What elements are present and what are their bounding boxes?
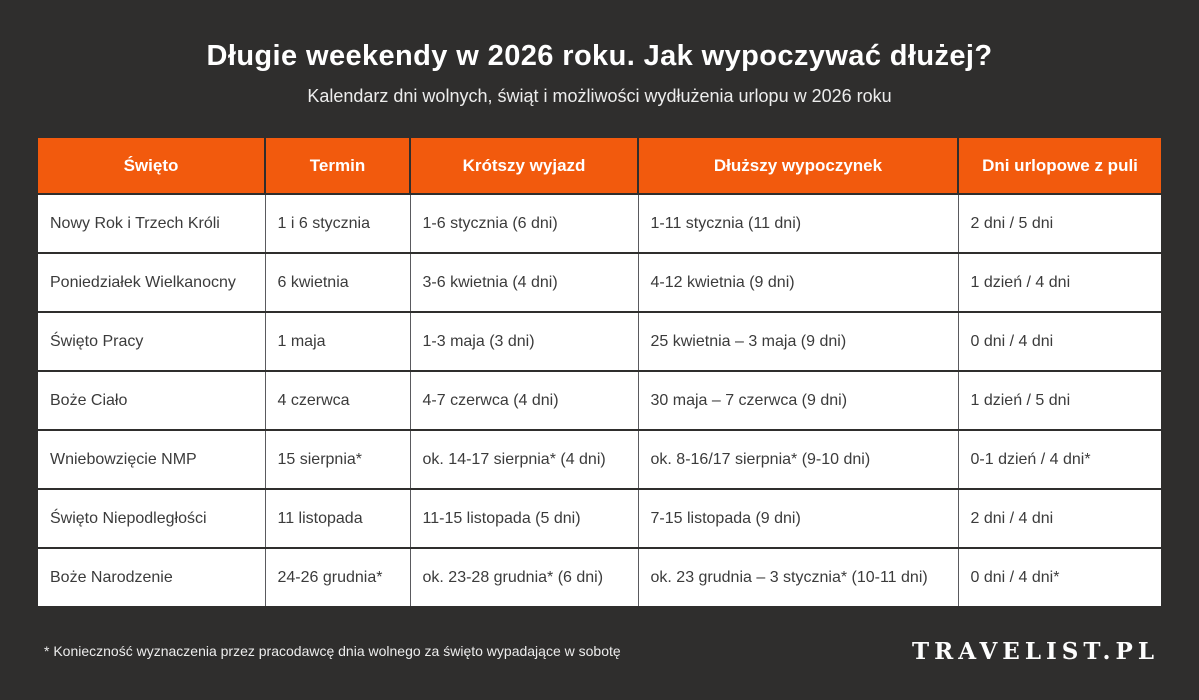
table-cell: 1 i 6 stycznia	[265, 194, 410, 253]
table-cell: 0 dni / 4 dni*	[958, 548, 1161, 606]
table-cell: 4 czerwca	[265, 371, 410, 430]
table-cell: Nowy Rok i Trzech Króli	[38, 194, 265, 253]
column-header: Termin	[265, 138, 410, 194]
table-cell: 1-11 stycznia (11 dni)	[638, 194, 958, 253]
table-cell: 1 maja	[265, 312, 410, 371]
table-row	[38, 489, 1161, 548]
table-cell: Poniedziałek Wielkanocny	[38, 253, 265, 312]
column-header: Dni urlopowe z puli	[958, 138, 1161, 194]
table-row	[38, 312, 1161, 371]
travelist-logo: TRAVELIST.PL	[912, 638, 1159, 665]
table-cell: 0-1 dzień / 4 dni*	[958, 430, 1161, 489]
table-header-row	[38, 138, 1161, 194]
table-cell: 0 dni / 4 dni	[958, 312, 1161, 371]
table-cell: 11-15 listopada (5 dni)	[410, 489, 638, 548]
table-row	[38, 430, 1161, 489]
table-cell: 25 kwietnia – 3 maja (9 dni)	[638, 312, 958, 371]
holidays-table-container	[38, 138, 1161, 606]
table-cell: 4-12 kwietnia (9 dni)	[638, 253, 958, 312]
table-cell: 7-15 listopada (9 dni)	[638, 489, 958, 548]
table-row	[38, 253, 1161, 312]
table-cell: 1 dzień / 4 dni	[958, 253, 1161, 312]
page-subtitle: Kalendarz dni wolnych, świąt i możliwości wydłużenia urlopu w 2026 roku	[307, 86, 892, 106]
table-cell: 11 listopada	[265, 489, 410, 548]
table-cell: ok. 8-16/17 sierpnia* (9-10 dni)	[638, 430, 958, 489]
table-cell: 1-6 stycznia (6 dni)	[410, 194, 638, 253]
table-cell: 24-26 grudnia*	[265, 548, 410, 606]
table-cell: Boże Ciało	[38, 371, 265, 430]
table-cell: 1 dzień / 5 dni	[958, 371, 1161, 430]
table-cell: Święto Pracy	[38, 312, 265, 371]
table-cell: 30 maja – 7 czerwca (9 dni)	[638, 371, 958, 430]
table-cell: 15 sierpnia*	[265, 430, 410, 489]
column-header: Krótszy wyjazd	[410, 138, 638, 194]
table-row	[38, 548, 1161, 606]
table-cell: Święto Niepodległości	[38, 489, 265, 548]
table-cell: 6 kwietnia	[265, 253, 410, 312]
table-cell: ok. 14-17 sierpnia* (4 dni)	[410, 430, 638, 489]
table-cell: 4-7 czerwca (4 dni)	[410, 371, 638, 430]
column-header: Święto	[38, 138, 265, 194]
table-cell: Wniebowzięcie NMP	[38, 430, 265, 489]
table-cell: Boże Narodzenie	[38, 548, 265, 606]
holidays-table	[38, 138, 1161, 606]
table-row	[38, 194, 1161, 253]
column-header: Dłuższy wypoczynek	[638, 138, 958, 194]
footnote-text: * Konieczność wyznaczenia przez pracodawcę dnia wolnego za święto wypadające w sobotę	[44, 643, 621, 659]
table-cell: 3-6 kwietnia (4 dni)	[410, 253, 638, 312]
table-cell: 2 dni / 5 dni	[958, 194, 1161, 253]
table-cell: ok. 23-28 grudnia* (6 dni)	[410, 548, 638, 606]
table-row	[38, 371, 1161, 430]
table-cell: 2 dni / 4 dni	[958, 489, 1161, 548]
table-cell: 1-3 maja (3 dni)	[410, 312, 638, 371]
page-title: Długie weekendy w 2026 roku. Jak wypoczywać dłużej?	[206, 40, 993, 72]
table-cell: ok. 23 grudnia – 3 stycznia* (10-11 dni)	[638, 548, 958, 606]
